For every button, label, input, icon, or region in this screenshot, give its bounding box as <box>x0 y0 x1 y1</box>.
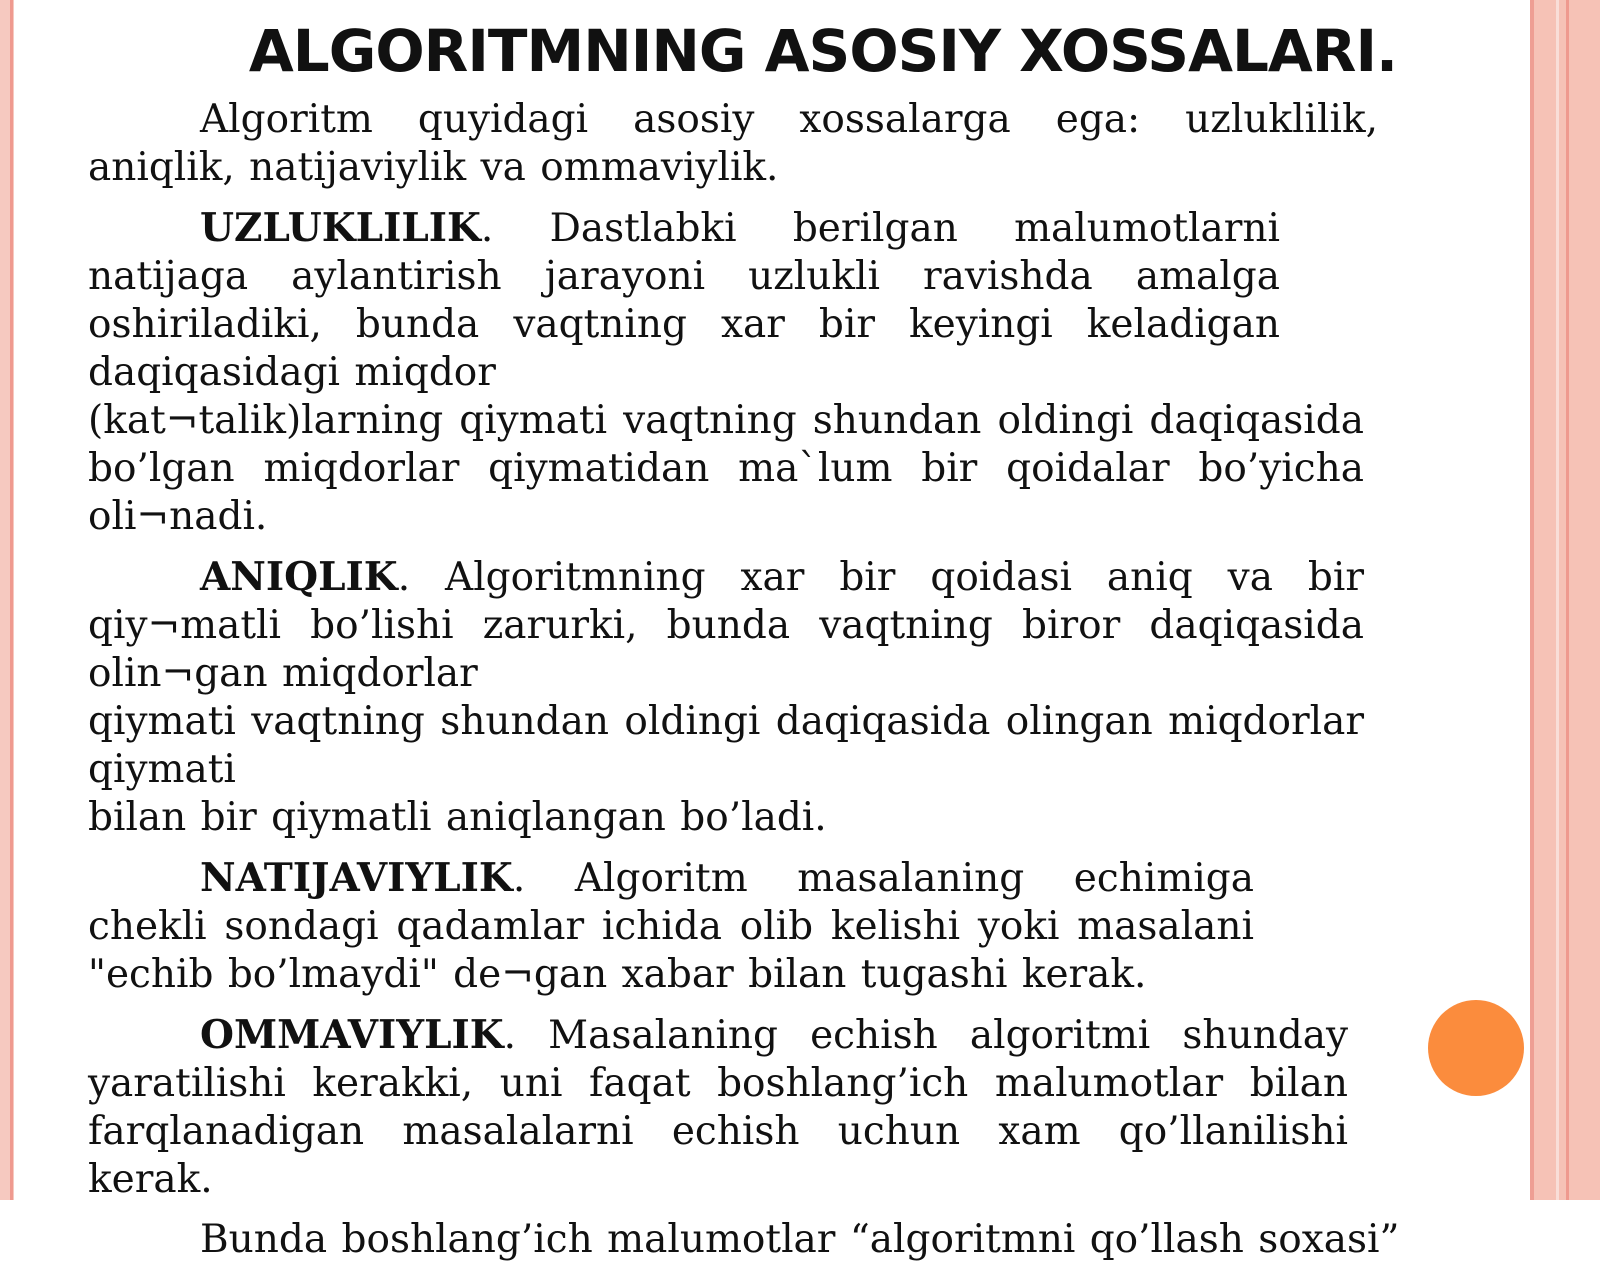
slide-content <box>88 14 1418 1276</box>
section-natijaviylik <box>88 854 1254 999</box>
section-text: . Algoritm masalaning echimiga chekli sondagi qadamlar ichida olib kelishi yoki masalani "echib bo’lmaydi" de¬gan xabar bilan tugashi kerak. <box>88 856 1254 997</box>
section-aniqlik-continuation2 <box>88 794 1364 842</box>
frame-right-line <box>1566 0 1569 1200</box>
last-line-text: Bunda boshlang’ich malumotlar “algoritmni qo’llash soxasi” <box>200 1217 1400 1262</box>
last-line <box>88 1216 1418 1264</box>
section-text: . Dastlabki berilgan malumotlarni natijaga aylantirish jarayoni uzlukli ravishda amalga oshiriladiki, bunda vaqtning xar bir keyingi keladigan daqiqasidagi miqdor <box>88 206 1280 395</box>
section-text: bilan bir qiymatli aniqlangan bo’ladi. <box>88 795 827 840</box>
intro-paragraph <box>88 96 1378 192</box>
section-uzluklilik-continuation <box>88 397 1364 541</box>
section-term: UZLUKLILIK <box>200 205 481 251</box>
slide-title: ALGORITMNING ASOSIY XOSSALARI. <box>248 17 1398 85</box>
section-ommaviylik <box>88 1011 1348 1204</box>
section-text: . Masalaning echish algoritmi shunday yaratilishi kerakki, uni faqat boshlang’ich malumotlar bilan farqlanadigan masalalarni echish uchun xam qo’llanilishi kerak. <box>88 1013 1348 1202</box>
section-term: ANIQLIK <box>200 554 398 600</box>
frame-right-line <box>1530 0 1534 1200</box>
intro-text: Algoritm quyidagi asosiy xossalarga ega: uzluklilik, aniqlik, natijaviylik va ommaviylik. <box>88 97 1378 190</box>
frame-right-line <box>1556 0 1559 1200</box>
section-aniqlik <box>88 553 1364 698</box>
section-term: OMMAVIYLIK <box>200 1012 504 1058</box>
section-text: (kat¬talik)larning qiymati vaqtning shundan oldingi daqiqasida bo’lgan miqdorlar qiymatidan ma`lum bir qoidalar bo’yicha oli¬nadi. <box>88 398 1364 539</box>
section-uzluklilik <box>88 204 1280 397</box>
section-term: NATIJAVIYLIK <box>200 855 513 901</box>
orange-circle-decoration <box>1428 1000 1524 1096</box>
section-text: qiymati vaqtning shundan oldingi daqiqasida olingan miqdorlar qiymati <box>88 699 1364 792</box>
frame-left-line <box>10 0 13 1200</box>
section-aniqlik-continuation <box>88 698 1364 794</box>
section-text: . Algoritmning xar bir qoidasi aniq va bir qiy¬matli bo’lishi zarurki, bunda vaqtning biror daqiqasida olin¬gan miqdorlar <box>88 555 1364 696</box>
